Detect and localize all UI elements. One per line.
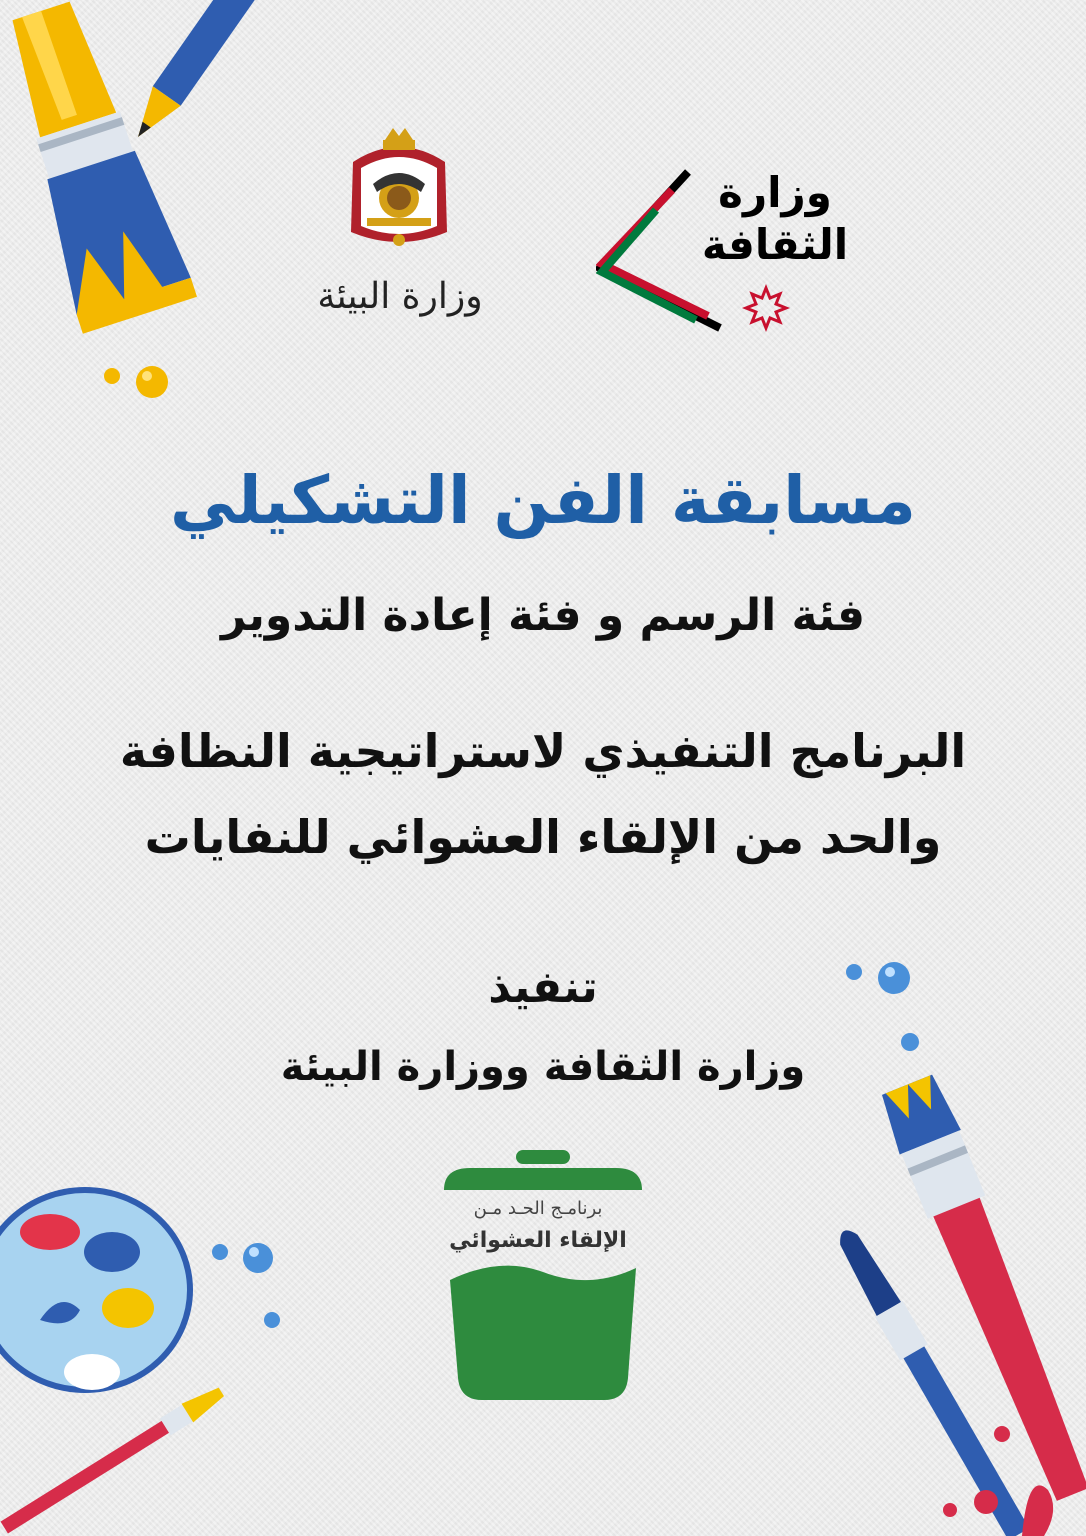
paintbrush-top-left-icon (0, 0, 320, 420)
page-title: مسابقة الفن التشكيلي (170, 462, 916, 539)
bin-logo-line2: الإلقاء العشوائي (449, 1228, 627, 1253)
implementation-orgs: وزارة الثقافة ووزارة البيئة (280, 1044, 806, 1090)
trash-bin-icon (440, 1150, 646, 1402)
implementation-label: تنفيذ (488, 962, 598, 1013)
paintbrushes-bottom-right-icon (836, 950, 1086, 1536)
program-description (0, 708, 1086, 880)
paint-palette-icon (0, 1180, 300, 1536)
program-line-2: والحد من الإلقاء العشوائي للنفايات (144, 810, 942, 864)
competition-categories: فئة الرسم و فئة إعادة التدوير (220, 590, 866, 641)
bin-logo-line1: برنامـج الحـد مـن (473, 1198, 603, 1219)
jordan-emblem-icon (343, 122, 455, 260)
environment-ministry-logo-text: وزارة البيئة (317, 276, 483, 317)
culture-logo-line1: وزارة (718, 168, 832, 217)
program-line-1: البرنامج التنفيذي لاستراتيجية النظافة (119, 724, 967, 778)
culture-logo-line2: الثقافة (701, 220, 849, 269)
